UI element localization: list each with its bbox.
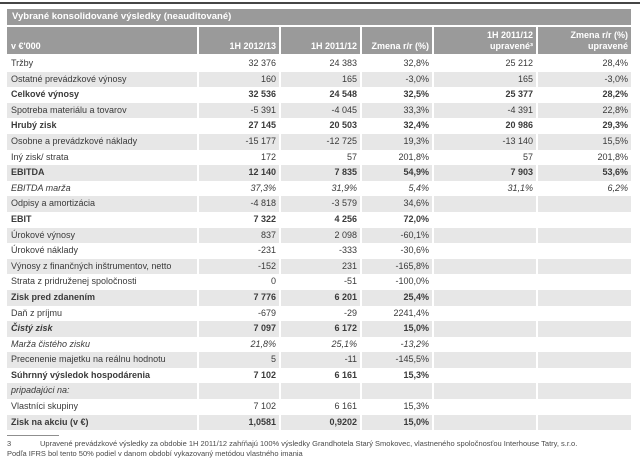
cell-value: 2241,4% bbox=[393, 307, 429, 318]
cell-value: 32,4% bbox=[403, 120, 429, 131]
cell-value: -3 579 bbox=[281, 196, 360, 212]
row-label: EBIT bbox=[11, 213, 32, 224]
cell-value bbox=[434, 228, 536, 244]
cell-value: 25,4% bbox=[362, 290, 432, 306]
row-label: Odpisy a amortizácia bbox=[7, 196, 197, 212]
cell-value: 15,0% bbox=[362, 415, 432, 431]
cell-value: 32 376 bbox=[248, 58, 276, 68]
cell-value: 22,8% bbox=[538, 103, 631, 119]
row-label: pripadajúci na: bbox=[7, 383, 197, 399]
cell-value: -231 bbox=[257, 245, 276, 256]
cell-value: 6,2% bbox=[607, 182, 628, 193]
cell-value: 6 201 bbox=[281, 290, 360, 306]
cell-value: 6 172 bbox=[281, 321, 360, 337]
row-label: Spotreba materiálu a tovarov bbox=[7, 103, 197, 119]
cell-value: 24 383 bbox=[329, 58, 357, 68]
cell-value: 15,3% bbox=[403, 401, 429, 412]
cell-value bbox=[538, 212, 631, 228]
cell-value: 31,1% bbox=[507, 182, 533, 193]
cell-value: 25 377 bbox=[505, 89, 533, 100]
column-header-units bbox=[7, 27, 197, 54]
cell-value: 27 145 bbox=[248, 120, 276, 131]
cell-value: 0,9202 bbox=[281, 415, 360, 431]
cell-value bbox=[434, 196, 536, 212]
table-row bbox=[7, 274, 631, 290]
cell-value: 201,8% bbox=[597, 151, 628, 162]
cell-value: 29,3% bbox=[602, 120, 628, 131]
cell-value: -60,1% bbox=[362, 228, 432, 244]
row-label: Marža čistého zisku bbox=[11, 338, 91, 349]
cell-value bbox=[434, 212, 536, 228]
cell-value bbox=[538, 399, 631, 415]
cell-value: 32 536 bbox=[248, 89, 276, 100]
footnote-marker: 3 bbox=[7, 439, 12, 448]
table-row bbox=[7, 415, 631, 431]
cell-value: -679 bbox=[257, 307, 276, 318]
cell-value: -15 177 bbox=[199, 134, 279, 150]
table-row bbox=[7, 243, 631, 259]
column-header-label-line2: upravené³ bbox=[489, 40, 533, 51]
table-row bbox=[7, 118, 631, 134]
cell-value: 54,9% bbox=[362, 165, 432, 181]
column-header-label: 1H 2011/12 bbox=[310, 40, 357, 51]
footnote-text-line2: Podľa IFRS bol tento 50% podiel v danom období vykazovaný metódou vlastného imania bbox=[7, 449, 303, 458]
table-row bbox=[7, 306, 631, 322]
table-header-row bbox=[7, 27, 631, 54]
table-row bbox=[7, 181, 631, 197]
cell-value bbox=[434, 259, 536, 275]
cell-value: 20 986 bbox=[505, 120, 533, 131]
table-row bbox=[7, 87, 631, 103]
row-label: Celkové výnosy bbox=[11, 89, 80, 100]
cell-value: 7 102 bbox=[253, 369, 276, 380]
cell-value: -100,0% bbox=[395, 276, 429, 287]
cell-value bbox=[538, 368, 631, 384]
footnote-divider bbox=[7, 435, 59, 436]
cell-value: -152 bbox=[199, 259, 279, 275]
footnote bbox=[7, 435, 634, 459]
cell-value: 7 776 bbox=[199, 290, 279, 306]
cell-value bbox=[538, 321, 631, 337]
table-row bbox=[7, 352, 631, 368]
table-row bbox=[7, 321, 631, 337]
cell-value: 15,0% bbox=[362, 321, 432, 337]
cell-value bbox=[434, 368, 536, 384]
cell-value bbox=[538, 228, 631, 244]
cell-value bbox=[538, 196, 631, 212]
cell-value: -4 818 bbox=[199, 196, 279, 212]
cell-value bbox=[434, 321, 536, 337]
column-header-label: Zmena r/r (%) bbox=[570, 30, 628, 40]
cell-value bbox=[434, 290, 536, 306]
cell-value: 33,3% bbox=[362, 103, 432, 119]
cell-value bbox=[538, 274, 631, 290]
cell-value: 837 bbox=[199, 228, 279, 244]
row-label: Strata z pridruženej spoločnosti bbox=[11, 276, 137, 287]
table-row bbox=[7, 134, 631, 150]
cell-value: 7 097 bbox=[199, 321, 279, 337]
row-label: Zisk pred zdanením bbox=[7, 290, 197, 306]
cell-value: 53,6% bbox=[538, 165, 631, 181]
row-label: EBITDA bbox=[7, 165, 197, 181]
cell-value: 2 098 bbox=[281, 228, 360, 244]
row-label: Precenenie majetku na reálnu hodnotu bbox=[7, 352, 197, 368]
row-label: Úrokové náklady bbox=[11, 245, 79, 256]
cell-value: 57 bbox=[346, 151, 357, 162]
row-label: Osobne a prevádzkové náklady bbox=[7, 134, 197, 150]
cell-value bbox=[538, 306, 631, 322]
cell-value: -145,5% bbox=[362, 352, 432, 368]
cell-value bbox=[538, 290, 631, 306]
table-row bbox=[7, 72, 631, 88]
cell-value: 231 bbox=[281, 259, 360, 275]
cell-value: -165,8% bbox=[362, 259, 432, 275]
table-row bbox=[7, 165, 631, 181]
row-label: Zisk na akciu (v €) bbox=[7, 415, 197, 431]
cell-value: 172 bbox=[260, 151, 276, 162]
table-row bbox=[7, 103, 631, 119]
cell-value: -3,0% bbox=[362, 72, 432, 88]
cell-value: 25,1% bbox=[331, 338, 357, 349]
cell-value bbox=[538, 415, 631, 431]
cell-value: 19,3% bbox=[362, 134, 432, 150]
cell-value: -13 140 bbox=[434, 134, 536, 150]
table-row bbox=[7, 368, 631, 384]
table-row bbox=[7, 259, 631, 275]
cell-value bbox=[362, 383, 432, 399]
column-header-1h-2011-12 bbox=[281, 27, 360, 54]
table-row bbox=[7, 212, 631, 228]
cell-value: 6 161 bbox=[334, 401, 357, 412]
cell-value bbox=[538, 243, 631, 259]
table-row bbox=[7, 337, 631, 353]
cell-value: -13,2% bbox=[400, 338, 429, 349]
cell-value bbox=[281, 383, 360, 399]
cell-value: 57 bbox=[522, 151, 533, 162]
row-label: Vlastníci skupiny bbox=[11, 401, 79, 412]
table-row bbox=[7, 228, 631, 244]
table-body bbox=[7, 56, 631, 430]
cell-value: 1,0581 bbox=[199, 415, 279, 431]
cell-value: -29 bbox=[343, 307, 357, 318]
cell-value: 34,6% bbox=[362, 196, 432, 212]
footnote-line-1 bbox=[7, 439, 634, 449]
cell-value bbox=[434, 274, 536, 290]
cell-value: -3,0% bbox=[538, 72, 631, 88]
column-header-label-line2: upravené bbox=[587, 40, 628, 51]
cell-value bbox=[434, 399, 536, 415]
cell-value: 7 102 bbox=[253, 401, 276, 412]
cell-value: -333 bbox=[338, 245, 357, 256]
cell-value bbox=[434, 383, 536, 399]
row-label: Daň z príjmu bbox=[11, 307, 63, 318]
cell-value: 160 bbox=[199, 72, 279, 88]
cell-value: 28,2% bbox=[602, 89, 628, 100]
row-label: Úrokové výnosy bbox=[7, 228, 197, 244]
consolidated-results-table bbox=[7, 9, 631, 430]
cell-value: 7 322 bbox=[253, 213, 276, 224]
row-label: Iný zisk/ strata bbox=[11, 151, 69, 162]
cell-value: -11 bbox=[281, 352, 360, 368]
cell-value bbox=[538, 383, 631, 399]
row-label: EBITDA marža bbox=[11, 182, 71, 193]
column-header-1h-2011-12-adjusted bbox=[434, 27, 536, 54]
cell-value: 7 835 bbox=[281, 165, 360, 181]
row-label: Tržby bbox=[11, 58, 34, 68]
cell-value bbox=[538, 352, 631, 368]
row-label: Súhrnný výsledok hospodárenia bbox=[11, 369, 151, 380]
cell-value: -5 391 bbox=[199, 103, 279, 119]
table-row bbox=[7, 196, 631, 212]
cell-value: 15,3% bbox=[403, 369, 429, 380]
cell-value: -51 bbox=[343, 276, 357, 287]
cell-value: 24 548 bbox=[329, 89, 357, 100]
cell-value bbox=[538, 337, 631, 353]
cell-value: -12 725 bbox=[281, 134, 360, 150]
cell-value: 28,4% bbox=[602, 58, 628, 68]
cell-value: 7 903 bbox=[434, 165, 536, 181]
column-header-change-yoy-adjusted bbox=[538, 27, 631, 54]
column-header-label: v €'000 bbox=[11, 40, 41, 51]
cell-value bbox=[434, 415, 536, 431]
column-header-change-yoy bbox=[362, 27, 432, 54]
row-label: Čistý zisk bbox=[7, 321, 197, 337]
cell-value: -30,6% bbox=[400, 245, 429, 256]
cell-value: 6 161 bbox=[334, 369, 357, 380]
column-header-label: 1H 2012/13 bbox=[229, 40, 276, 51]
table-title: Vybrané konsolidované výsledky (neauditované) bbox=[7, 9, 631, 25]
cell-value: 72,0% bbox=[403, 213, 429, 224]
cell-value: 37,3% bbox=[250, 182, 276, 193]
row-label: Hrubý zisk bbox=[11, 120, 57, 131]
column-header-label: Zmena r/r (%) bbox=[371, 40, 429, 51]
top-border-line bbox=[0, 2, 640, 4]
cell-value: 4 256 bbox=[334, 213, 357, 224]
cell-value: 5 bbox=[199, 352, 279, 368]
table-row bbox=[7, 150, 631, 166]
cell-value: -4 045 bbox=[281, 103, 360, 119]
table-row bbox=[7, 383, 631, 399]
cell-value bbox=[434, 352, 536, 368]
cell-value: 20 503 bbox=[329, 120, 357, 131]
cell-value: 21,8% bbox=[250, 338, 276, 349]
cell-value: 0 bbox=[270, 276, 276, 287]
table-row bbox=[7, 399, 631, 415]
cell-value: -4 391 bbox=[434, 103, 536, 119]
column-header-label: 1H 2011/12 bbox=[486, 30, 533, 40]
cell-value bbox=[538, 259, 631, 275]
table-row bbox=[7, 56, 631, 72]
footnote-text-line1: Upravené prevádzkové výsledky za obdobie 1H 2011/12 zahŕňajú 100% výsledky Grandhotela Starý Smokovec, vlastneného spoločnosťou Interhouse Tatry, s.r.o. bbox=[40, 439, 578, 448]
cell-value bbox=[434, 337, 536, 353]
cell-value bbox=[199, 383, 279, 399]
cell-value: 165 bbox=[281, 72, 360, 88]
row-label: Výnosy z finančných inštrumentov, netto bbox=[7, 259, 197, 275]
cell-value: 31,9% bbox=[331, 182, 357, 193]
cell-value: 32,5% bbox=[403, 89, 429, 100]
cell-value: 25 212 bbox=[505, 58, 533, 68]
cell-value: 12 140 bbox=[199, 165, 279, 181]
row-label: Ostatné prevádzkové výnosy bbox=[7, 72, 197, 88]
cell-value bbox=[434, 306, 536, 322]
table-row bbox=[7, 290, 631, 306]
cell-value: 32,8% bbox=[403, 58, 429, 68]
column-header-1h-2012-13 bbox=[199, 27, 279, 54]
cell-value: 165 bbox=[434, 72, 536, 88]
cell-value: 15,5% bbox=[538, 134, 631, 150]
cell-value bbox=[434, 243, 536, 259]
cell-value: 201,8% bbox=[398, 151, 429, 162]
cell-value: 5,4% bbox=[408, 182, 429, 193]
